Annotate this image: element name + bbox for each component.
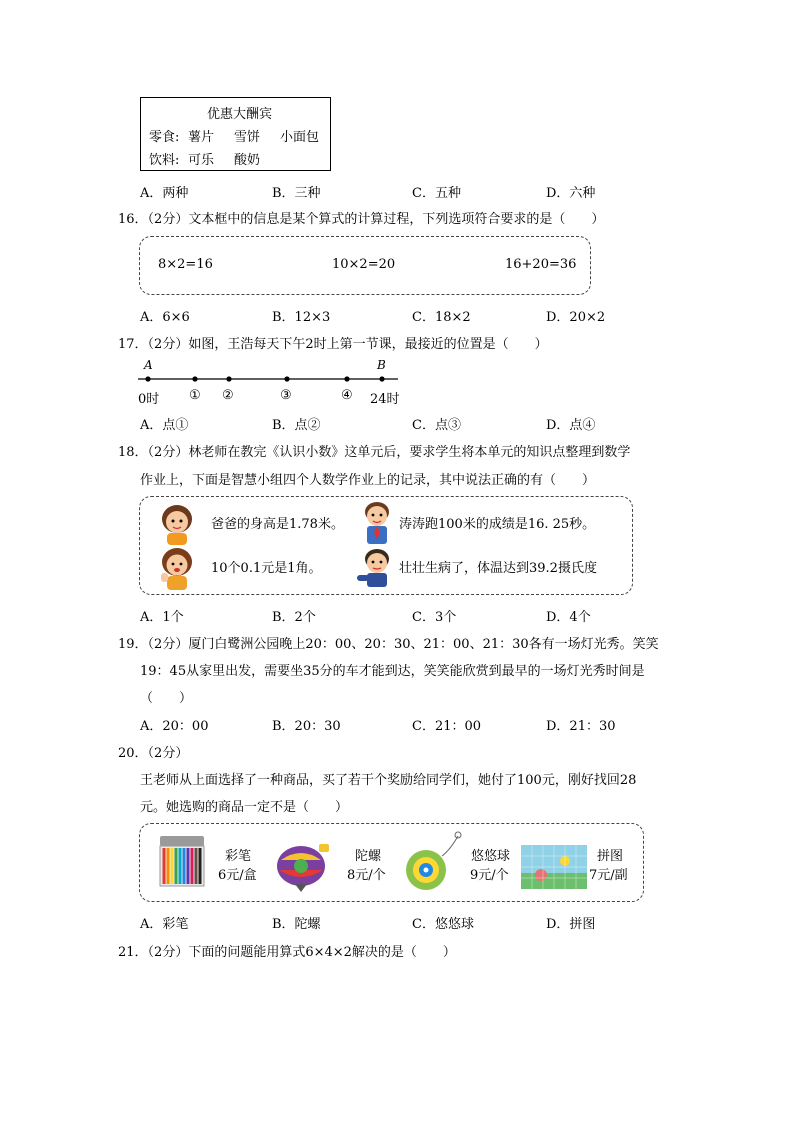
record-text: 壮壮生病了，体温达到39.2摄氏度 xyxy=(399,561,597,576)
product-name: 悠悠球 xyxy=(471,849,511,864)
q17-stem: 17．（2分）如图，王浩每天下午2时上第一节课，最接近的位置是（ ） xyxy=(118,337,548,352)
q16-option-c[interactable]: C．18×2 xyxy=(412,310,471,325)
number-line xyxy=(136,358,406,398)
child-avatar-icon xyxy=(357,498,397,546)
child-avatar-icon xyxy=(355,545,397,589)
spinning-top-icon xyxy=(271,838,333,894)
product-name: 拼图 xyxy=(597,849,624,864)
tick-label: ① xyxy=(189,388,201,403)
q19-option-b[interactable]: B．20：30 xyxy=(272,719,341,734)
q18-stem: 作业上，下面是智慧小组四个人数学作业上的记录，其中说法正确的有（ ） xyxy=(140,473,596,488)
record-text: 10个0.1元是1角。 xyxy=(211,561,322,576)
tick-label: ④ xyxy=(341,388,353,403)
q20-stem: 王老师从上面选择了一种商品，买了若干个奖励给同学们，她付了100元，刚好找回28 xyxy=(140,773,637,788)
q15-option-c[interactable]: C．五种 xyxy=(412,186,461,201)
q19-stem: 19：45从家里出发，需要坐35分的车才能到达，笑笑能欣赏到最早的一场灯光秀时间是 xyxy=(140,664,645,679)
q20-stem: 元。她选购的商品一定不是（ ） xyxy=(140,800,349,815)
drink-label: 饮料: xyxy=(149,153,180,168)
q18-option-a[interactable]: A．1个 xyxy=(140,610,184,625)
color-pens-icon xyxy=(158,834,206,890)
drink-item: 可乐 xyxy=(188,153,215,168)
q20-option-c[interactable]: C．悠悠球 xyxy=(412,917,474,932)
q17-option-d[interactable]: D．点④ xyxy=(546,418,596,433)
child-avatar-icon xyxy=(157,545,197,591)
q18-option-d[interactable]: D．4个 xyxy=(546,610,591,625)
calc-step: 10×2=20 xyxy=(332,257,396,272)
snack-label: 零食: xyxy=(149,130,180,145)
q20-option-b[interactable]: B．陀螺 xyxy=(272,917,321,932)
q17-option-c[interactable]: C．点③ xyxy=(412,418,461,433)
product-price: 9元/个 xyxy=(470,868,509,883)
q16-option-d[interactable]: D．20×2 xyxy=(546,310,606,325)
q19-stem: （ ） xyxy=(140,691,193,706)
promo-box xyxy=(140,97,331,171)
q20-option-d[interactable]: D．拼图 xyxy=(546,917,596,932)
product-name: 彩笔 xyxy=(225,849,252,864)
snack-item: 小面包 xyxy=(280,130,320,145)
product-price: 6元/盒 xyxy=(218,868,257,883)
tick-label: ③ xyxy=(280,388,292,403)
product-name: 陀螺 xyxy=(355,849,382,864)
calc-step: 8×2=16 xyxy=(158,257,213,272)
puzzle-icon xyxy=(521,845,587,889)
q17-option-a[interactable]: A．点① xyxy=(140,418,189,433)
q21-stem: 21．（2分）下面的问题能用算式6×4×2解决的是（ ） xyxy=(118,945,456,960)
point-a-label: A xyxy=(144,358,153,372)
q19-option-d[interactable]: D．21：30 xyxy=(546,719,616,734)
q15-option-d[interactable]: D．六种 xyxy=(546,186,596,201)
q19-stem: 19．（2分）厦门白鹭洲公园晚上20：00、20：30、21：00、21：30各有一场灯光秀。笑笑 xyxy=(118,637,659,652)
record-text: 涛涛跑100米的成绩是16. 25秒。 xyxy=(399,517,596,532)
q19-option-c[interactable]: C．21：00 xyxy=(412,719,482,734)
tick-label: 24时 xyxy=(370,392,400,407)
calc-step: 16+20=36 xyxy=(505,257,577,272)
snack-item: 薯片 xyxy=(188,130,215,145)
q16-option-b[interactable]: B．12×3 xyxy=(272,310,331,325)
tick-label: ② xyxy=(222,388,234,403)
q18-stem: 18．（2分）林老师在教完《认识小数》这单元后，要求学生将本单元的知识点整理到数学 xyxy=(118,445,631,460)
tick-label: 0时 xyxy=(138,392,160,407)
product-price: 7元/副 xyxy=(589,868,628,883)
promo-title: 优惠大酬宾 xyxy=(207,107,273,122)
point-b-label: B xyxy=(377,358,386,372)
drink-item: 酸奶 xyxy=(234,153,261,168)
child-avatar-icon xyxy=(157,501,197,545)
product-price: 8元/个 xyxy=(347,868,386,883)
q19-option-a[interactable]: A．20：00 xyxy=(140,719,209,734)
snack-item: 雪饼 xyxy=(234,130,261,145)
q15-option-a[interactable]: A．两种 xyxy=(140,186,189,201)
q15-option-b[interactable]: B．三种 xyxy=(272,186,321,201)
q16-stem: 16．（2分）文本框中的信息是某个算式的计算过程，下列选项符合要求的是（ ） xyxy=(118,212,605,227)
record-text: 爸爸的身高是1.78米。 xyxy=(211,517,344,532)
q20-stem: 20．（2分） xyxy=(118,746,189,761)
q17-option-b[interactable]: B．点② xyxy=(272,418,321,433)
q18-option-c[interactable]: C．3个 xyxy=(412,610,457,625)
q16-option-a[interactable]: A．6×6 xyxy=(140,310,190,325)
q20-option-a[interactable]: A．彩笔 xyxy=(140,917,189,932)
q18-option-b[interactable]: B．2个 xyxy=(272,610,316,625)
yoyo-icon xyxy=(400,830,462,892)
